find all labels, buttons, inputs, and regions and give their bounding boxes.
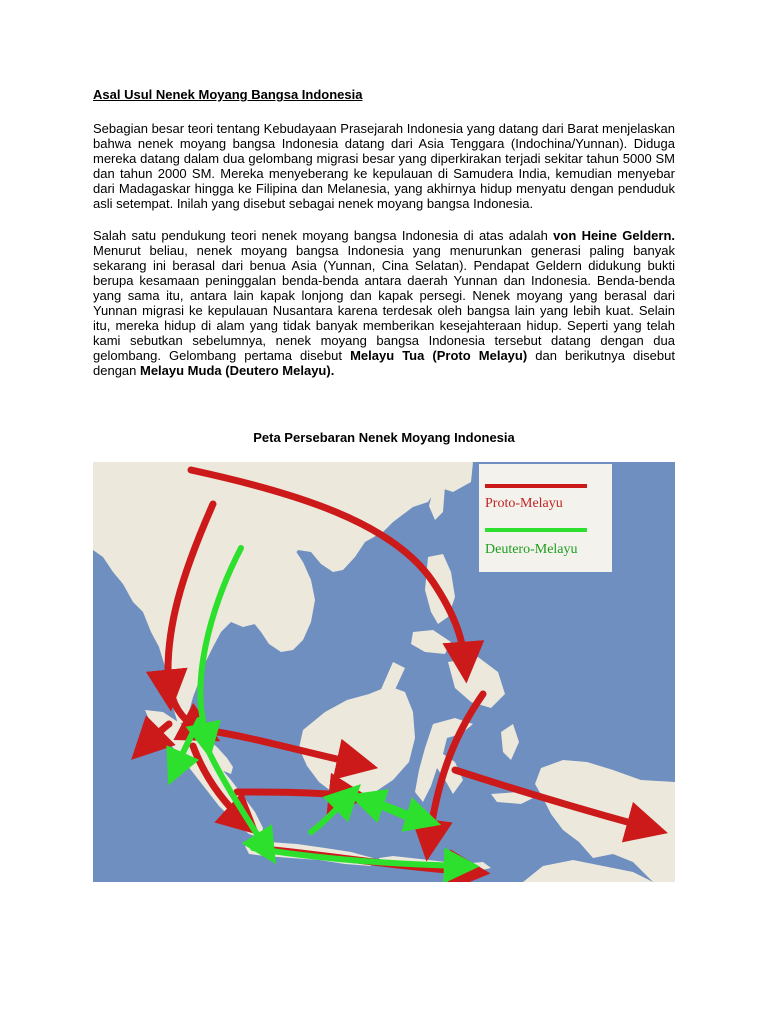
legend-proto-label: Proto-Melayu	[485, 496, 563, 511]
red-arrow-borneo-south	[237, 792, 351, 796]
document-title: Asal Usul Nenek Moyang Bangsa Indonesia	[93, 87, 363, 102]
paragraph-geldern	[93, 228, 675, 378]
map-image	[93, 462, 675, 882]
map-title: Peta Persebaran Nenek Moyang Indonesia	[253, 430, 515, 445]
paragraph-text: Menurut beliau, nenek moyang bangsa Indonesia yang menurunkan generasi paling banyak sekarang ini berasal dari benua Asia (Yunnan, Cina Selatan). Pendapat Geldern didukung bukti berupa kesamaan peninggalan benda-benda antara daerah Yunnan dan Indonesia. Benda-benda yang sama itu, antara lain kapak lonjong dan kapak persegi. Nenek moyang yang berasal dari Yunnan migrasi ke kepulauan Nusantara karena terdesak oleh bangsa lain yang lebih kuat. Selain itu, mereka hidup di alam yang tidak banyak memberikan kesejahteraan hidup. Seperti yang telah kami sebutkan sebelumnya, nenek moyang bangsa Indonesia tersebut datang dengan dua gelombang. Gelombang pertama disebut	[93, 243, 675, 363]
paragraph-text: Salah satu pendukung teori nenek moyang bangsa Indonesia di atas adalah	[93, 228, 554, 243]
paragraph-intro: Sebagian besar teori tentang Kebudayaan Prasejarah Indonesia yang datang dari Barat menjelaskan bahwa nenek moyang bangsa Indonesia datang dari Asia Tenggara (Indochina/Yunnan). Diduga mereka datang dalam dua gelombang migrasi besar yang diperkirakan terjadi sekitar tahun 5000 SM dan tahun 2000 SM. Mereka menyeberang ke kepulauan di Samudera India, kemudian menyebar dari Madagaskar hingga ke Filipina dan Melanesia, yang akhirnya hidup menyatu dengan penduduk asli setempat. Inilah yang disebut sebagai nenek moyang bangsa Indonesia.	[93, 121, 675, 211]
paragraph-text: dan berikutnya disebut dengan	[93, 348, 675, 378]
legend-deutero-label: Deutero-Melayu	[485, 542, 578, 557]
bold-proto-melayu: Melayu Tua (Proto Melayu)	[350, 348, 528, 363]
bold-deutero-melayu: Melayu Muda (Deutero Melayu).	[140, 363, 335, 378]
bold-geldern: von Heine Geldern.	[553, 228, 675, 243]
document-page	[93, 86, 675, 557]
migration-map	[93, 462, 675, 882]
